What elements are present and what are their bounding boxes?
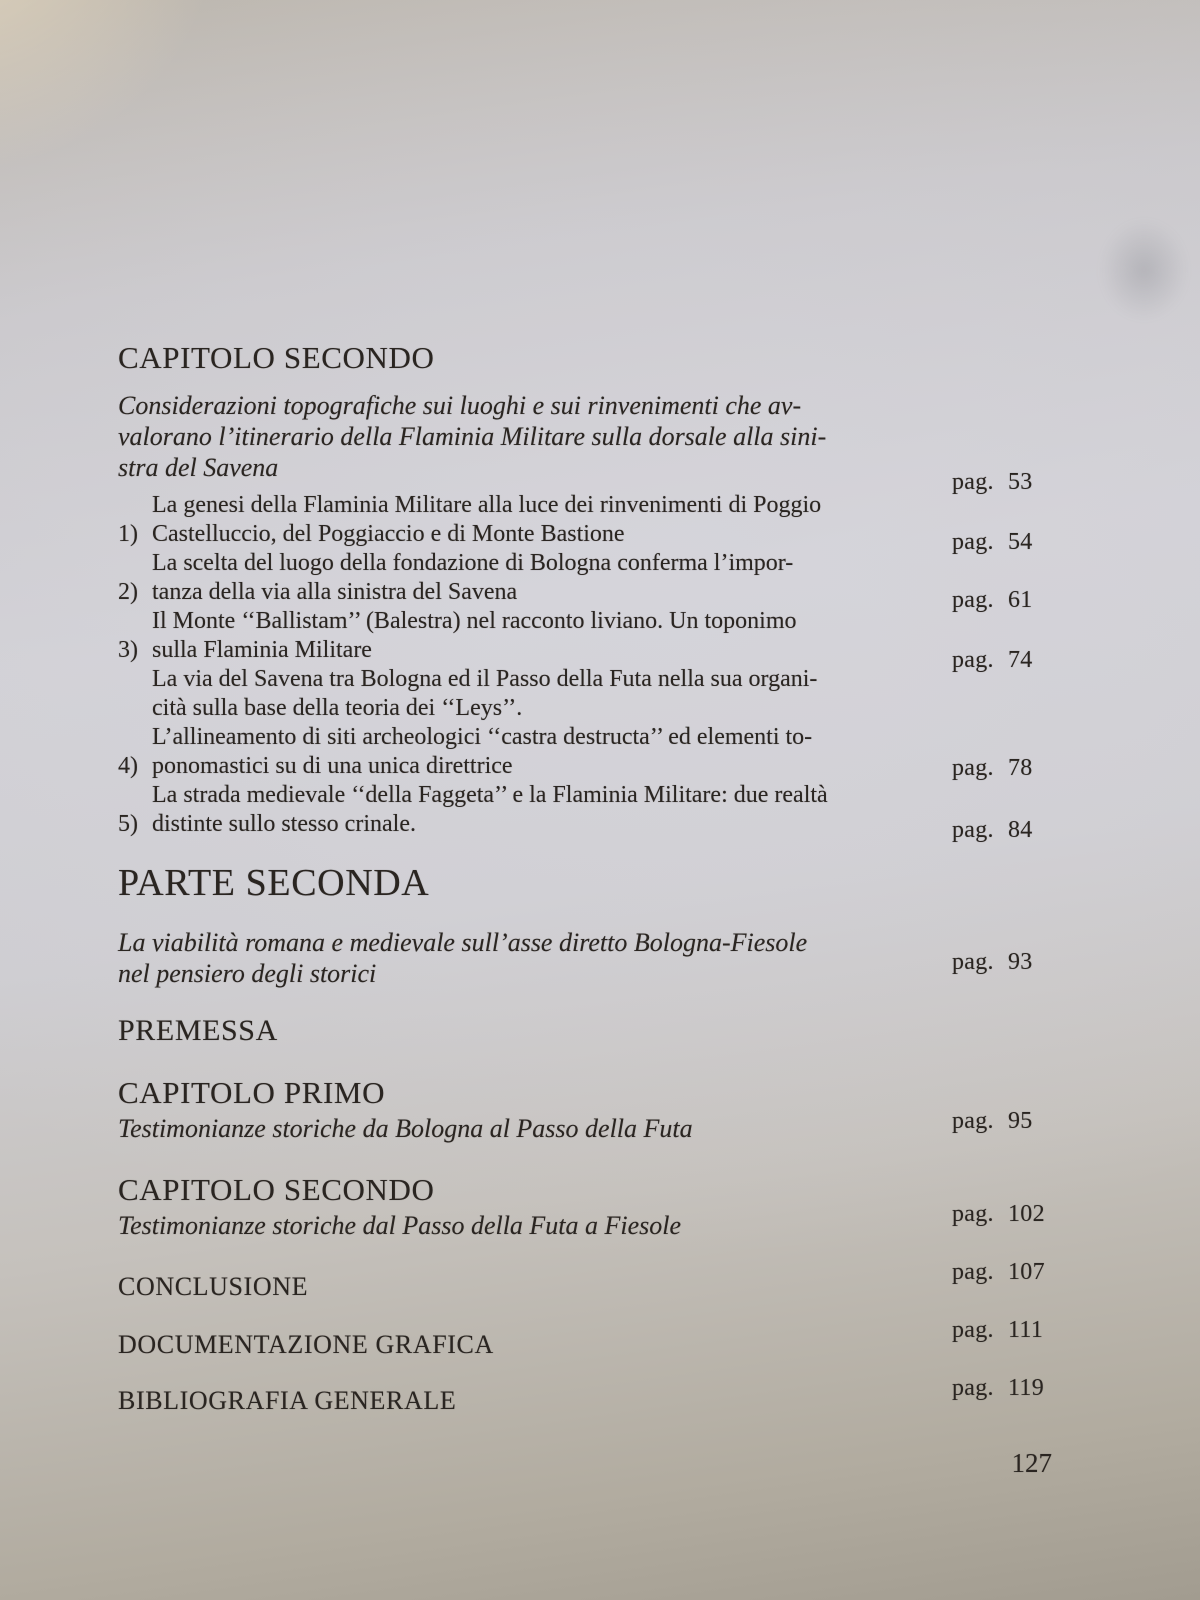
toc-entry xyxy=(118,1108,1070,1144)
toc-entry xyxy=(118,1317,1070,1361)
entry-text xyxy=(152,491,952,549)
page-value: 102 xyxy=(1008,1201,1045,1227)
chapter-heading: CAPITOLO SECONDO xyxy=(118,1172,435,1207)
toc-entry xyxy=(118,781,1070,843)
page-value: 93 xyxy=(1008,949,1033,975)
page-value: 111 xyxy=(1008,1317,1044,1343)
toc-entry xyxy=(118,1375,1070,1417)
pag-label: pag. xyxy=(952,587,994,613)
entry-text: BIBLIOGRAFIA GENERALE xyxy=(118,1386,457,1415)
pag-label: pag. xyxy=(952,949,994,975)
toc-line: La scelta del luogo della fondazione di Bologna conferma l’impor- xyxy=(152,550,794,576)
table-of-contents xyxy=(118,340,1070,1417)
entry-text xyxy=(152,607,952,665)
page-value: 54 xyxy=(1008,529,1033,555)
page-value: 61 xyxy=(1008,587,1033,613)
page-number: 127 xyxy=(1011,1448,1052,1478)
toc-line: nel pensiero degli storici xyxy=(118,959,377,988)
page-ref xyxy=(952,1316,1070,1345)
page-value: 84 xyxy=(1008,817,1033,843)
page-ref xyxy=(952,586,1070,615)
toc-line: stra del Savena xyxy=(118,453,279,482)
entry-text xyxy=(118,927,952,989)
toc-line: Il Monte ‘‘Ballistam’’ (Balestra) nel racconto liviano. Un toponimo xyxy=(152,608,797,634)
page-ref xyxy=(952,528,1070,557)
entry-text: CONCLUSIONE xyxy=(118,1272,309,1301)
pag-label: pag. xyxy=(952,529,994,555)
entry-number: 4) xyxy=(118,753,138,779)
toc-line: ponomastici su di una unica direttrice xyxy=(152,753,513,779)
toc-line: sulla Flaminia Militare xyxy=(152,637,372,663)
pag-label: pag. xyxy=(952,1201,994,1227)
part-heading: PARTE SECONDA xyxy=(118,862,430,904)
page-ref xyxy=(952,646,1070,675)
entry-number: 2) xyxy=(118,579,138,605)
toc-line: tanza della via alla sinistra del Savena xyxy=(152,579,518,605)
toc-entry xyxy=(118,390,1070,495)
chapter-heading: CAPITOLO PRIMO xyxy=(118,1075,386,1110)
toc-line: Testimonianze storiche dal Passo della Futa a Fiesole xyxy=(118,1211,682,1240)
toc-line: Considerazioni topografiche sui luoghi e sui rinvenimenti che av- xyxy=(118,391,802,420)
page-ref xyxy=(952,1107,1070,1136)
page-value: 119 xyxy=(1008,1375,1045,1401)
entry-text xyxy=(118,390,952,483)
page-ref xyxy=(952,1258,1070,1287)
page-value: 53 xyxy=(1008,469,1033,495)
toc-line: La viabilità romana e medievale sull’asse diretto Bologna-Fiesole xyxy=(118,928,808,957)
toc-line: La via del Savena tra Bologna ed il Passo della Futa nella sua organi- xyxy=(152,666,818,692)
chapter-heading: CAPITOLO SECONDO xyxy=(118,340,435,375)
page-value: 78 xyxy=(1008,755,1033,781)
page-ref xyxy=(952,468,1070,497)
toc-entry xyxy=(118,1201,1070,1241)
numbered-entries xyxy=(118,491,1070,843)
pag-label: pag. xyxy=(952,647,994,673)
pag-label: pag. xyxy=(952,817,994,843)
pag-label: pag. xyxy=(952,469,994,495)
toc-line: La genesi della Flaminia Militare alla luce dei rinvenimenti di Poggio xyxy=(152,492,822,518)
entry-text xyxy=(118,1113,952,1144)
entry-text xyxy=(152,781,952,839)
entry-text xyxy=(152,665,952,781)
entry-text xyxy=(118,1210,952,1241)
page-ref xyxy=(952,948,1070,977)
page-value: 107 xyxy=(1008,1259,1045,1285)
section-heading: PREMESSA xyxy=(118,1014,278,1047)
entry-number: 1) xyxy=(118,521,138,547)
page-ref xyxy=(952,754,1070,783)
toc-line: La strada medievale ‘‘della Faggeta’’ e la Flaminia Militare: due realtà xyxy=(152,782,828,808)
pag-label: pag. xyxy=(952,1375,994,1401)
toc-entry xyxy=(118,665,1070,781)
toc-entry xyxy=(118,1259,1070,1303)
pag-label: pag. xyxy=(952,1108,994,1134)
entry-number: 3) xyxy=(118,637,138,663)
pag-label: pag. xyxy=(952,755,994,781)
toc-line: distinte sullo stesso crinale. xyxy=(152,811,416,837)
entry-number: 5) xyxy=(118,811,138,837)
page-ref xyxy=(952,1374,1070,1403)
toc-line: L’allineamento di siti archeologici ‘‘castra destructa’’ ed elementi to- xyxy=(152,724,813,750)
toc-entry xyxy=(118,607,1070,673)
toc-entry xyxy=(118,491,1070,555)
toc-line: Testimonianze storiche da Bologna al Passo della Futa xyxy=(118,1114,693,1143)
entry-text xyxy=(152,549,952,607)
toc-line: valorano l’itinerario della Flaminia Militare sulla dorsale alla sini- xyxy=(118,422,827,451)
page-value: 74 xyxy=(1008,647,1033,673)
page-value: 95 xyxy=(1008,1108,1033,1134)
paper-stain xyxy=(1088,206,1200,334)
pag-label: pag. xyxy=(952,1259,994,1285)
entry-text: DOCUMENTAZIONE GRAFICA xyxy=(118,1330,494,1359)
pag-label: pag. xyxy=(952,1317,994,1343)
page-ref xyxy=(952,816,1070,845)
toc-line: cità sulla base della teoria dei ‘‘Leys’’. xyxy=(152,695,523,721)
toc-entry xyxy=(118,549,1070,613)
page-ref xyxy=(952,1200,1070,1229)
toc-entry xyxy=(118,927,1070,989)
toc-line: Castelluccio, del Poggiaccio e di Monte Bastione xyxy=(152,521,625,547)
